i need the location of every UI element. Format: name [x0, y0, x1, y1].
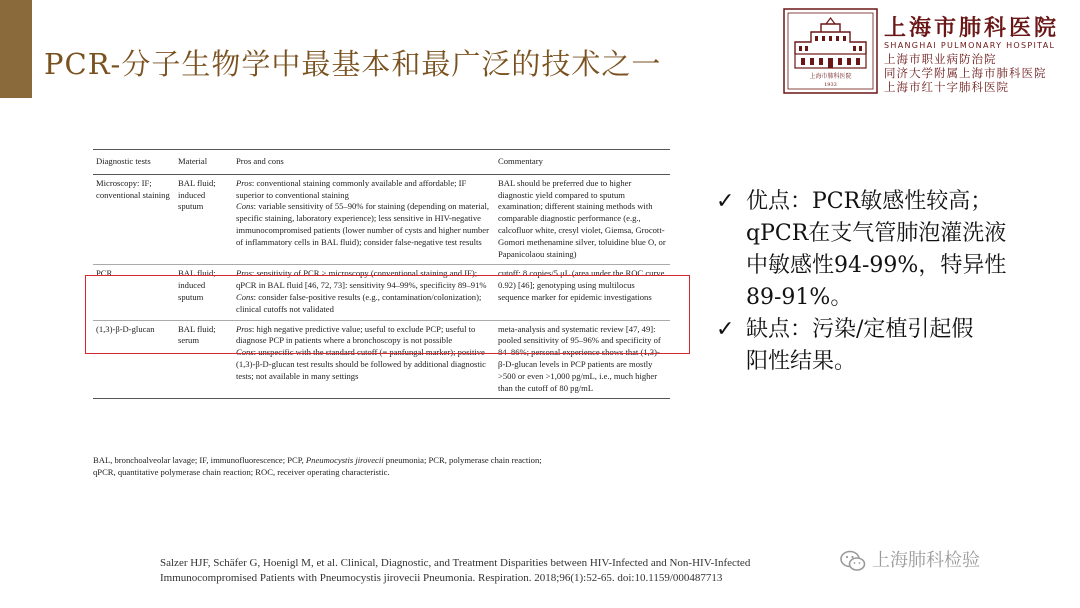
- cell-test: Microscopy: IF; conventional staining: [93, 174, 175, 265]
- pcr-highlight-box: [85, 275, 690, 354]
- logo-year: 1933: [824, 82, 837, 88]
- table-row: [93, 174, 670, 265]
- bullet-line: 缺点：污染/定植引起假: [746, 317, 974, 342]
- table-header-row: [93, 150, 670, 175]
- cell-commentary: BAL should be preferred due to higher diagnostic yield compared to sputum examination; different staining methods with comparable diagnostic performance (e.g., calcofluor white, cresyl violet, Giemsa, Grocott-Gomori methenamine silver, toluidine blue O, or Papanicolaou staining): [495, 174, 670, 265]
- title-accent-bar: [0, 0, 32, 98]
- footnote-line-2: qPCR, quantitative polymerase chain reaction; ROC, receiver operating characteristic.: [93, 467, 390, 477]
- summary-bullets: [716, 186, 1076, 378]
- checkmark-icon: ✓: [716, 317, 735, 342]
- cell-material: BAL fluid; induced sputum: [175, 174, 233, 265]
- cons-label: Cons: [236, 347, 254, 358]
- slide-title: PCR-分子生物学中最基本和最广泛的技术之一: [44, 47, 662, 81]
- cell-material: BAL fluid; induced sputum: [175, 265, 233, 320]
- cell-material: BAL fluid; serum: [175, 320, 233, 399]
- footnote-italic: Pneumocystis jirovecii: [305, 455, 384, 465]
- bullet-line: 中敏感性94-99%，特异性: [746, 253, 1007, 278]
- bullet-line: 优点：PCR敏感性较高；: [746, 189, 993, 214]
- pros-label: Pros: [236, 268, 252, 279]
- cell-test: (1,3)-β-D-glucan: [93, 320, 175, 399]
- citation-line-2: Immunocompromised Patients with Pneumocystis jirovecii Pneumonia. Respiration. 2018;96(1):52-65. doi:10.1159/000487713: [160, 572, 723, 584]
- cons-text: : consider false-positive results (e.g., contamination/colonization); clinical cutoffs not validated: [236, 291, 482, 314]
- hospital-building-icon: [783, 8, 878, 94]
- cell-commentary: cutoff: 8 copies/5 μL (area under the ROC curve 0.92) [46]; genotyping using multilocus sequence marker for epidemic investigations: [495, 265, 670, 320]
- hospital-name-en: SHANGHAI PULMONARY HOSPITAL: [884, 41, 1056, 50]
- bullet-advantages: [716, 186, 1076, 314]
- cons-text: : unspecific with the standard cutoff (= panfungal marker); positive (1,3)-β-D-glucan test results should be followed by additional diagnostic tests; not available in many settings: [236, 347, 486, 381]
- pros-label: Pros: [236, 323, 252, 334]
- bullet-line: qPCR在支气管肺泡灌洗液: [746, 221, 1007, 246]
- cons-text: : variable sensitivity of 55–90% for staining (depending on material, specific staining, laboratory experience); less sensitive in HIV-negative immunocompromised patients (lower number of cysts and higher number of inflammatory cells in BAL fluid); consider false-negative test results: [236, 201, 489, 247]
- header-material: Material: [175, 150, 233, 175]
- header-diagnostic-tests: Diagnostic tests: [93, 150, 175, 175]
- pros-text: : sensitivity of PCR > microscopy (conventional staining and IF); qPCR in BAL fluid [46, 72, 73]: sensitivity 94–99%, specificity 89–91%: [236, 268, 487, 291]
- logo-text: 上海市肺科医院: [809, 73, 852, 80]
- wechat-icon: [840, 550, 866, 572]
- hospital-line-2: 同济大学附属上海市肺科医院: [884, 66, 1047, 80]
- cons-label: Cons: [236, 291, 254, 302]
- header-pros-cons: Pros and cons: [233, 150, 495, 175]
- footnote-text-a: BAL, bronchoalveolar lavage; IF, immunofluorescence; PCP,: [93, 455, 306, 465]
- pros-text: : conventional staining commonly available and affordable; IF superior to conventional staining: [236, 177, 467, 200]
- watermark: [840, 546, 980, 572]
- checkmark-icon: ✓: [716, 189, 735, 214]
- header-commentary: Commentary: [495, 150, 670, 175]
- pros-text: : high negative predictive value; useful to exclude PCP; useful to diagnose PCP in patients where a bronchoscopy is not possible: [236, 323, 476, 346]
- hospital-line-1: 上海市职业病防治院: [884, 52, 997, 66]
- citation-line-1: Salzer HJF, Schäfer G, Hoenigl M, et al. Clinical, Diagnostic, and Treatment Disparities between HIV-Infected and Non-HIV-Infected: [160, 557, 751, 569]
- hospital-line-3: 上海市红十字肺科医院: [884, 80, 1009, 94]
- watermark-text: 上海肺科检验: [872, 550, 980, 571]
- cell-test: PCR: [93, 265, 175, 320]
- footnote-text-b: pneumonia; PCR, polymerase chain reaction;: [383, 455, 542, 465]
- cell-pros-cons: [233, 174, 495, 265]
- bullet-line: 89-91%。: [746, 285, 853, 310]
- pros-label: Pros: [236, 177, 252, 188]
- cons-label: Cons: [236, 201, 254, 212]
- hospital-name-cn: 上海市肺科医院: [884, 15, 1060, 41]
- reference-citation: [160, 556, 840, 586]
- table-footnote: [93, 454, 673, 478]
- hospital-name-block: [884, 16, 1074, 94]
- bullet-disadvantages: [716, 314, 1076, 378]
- bullet-line: 阳性结果。: [746, 349, 857, 374]
- cell-commentary: meta-analysis and systematic review [47, 49]: pooled sensitivity of 95–96% and specificity of 84–86%; personal experience shows that (1,3)-β-D-glucan levels in PCP patients are mostly >500 or even >1,000 pg/mL, i.e., much higher than the cutoff of 80 pg/mL: [495, 320, 670, 399]
